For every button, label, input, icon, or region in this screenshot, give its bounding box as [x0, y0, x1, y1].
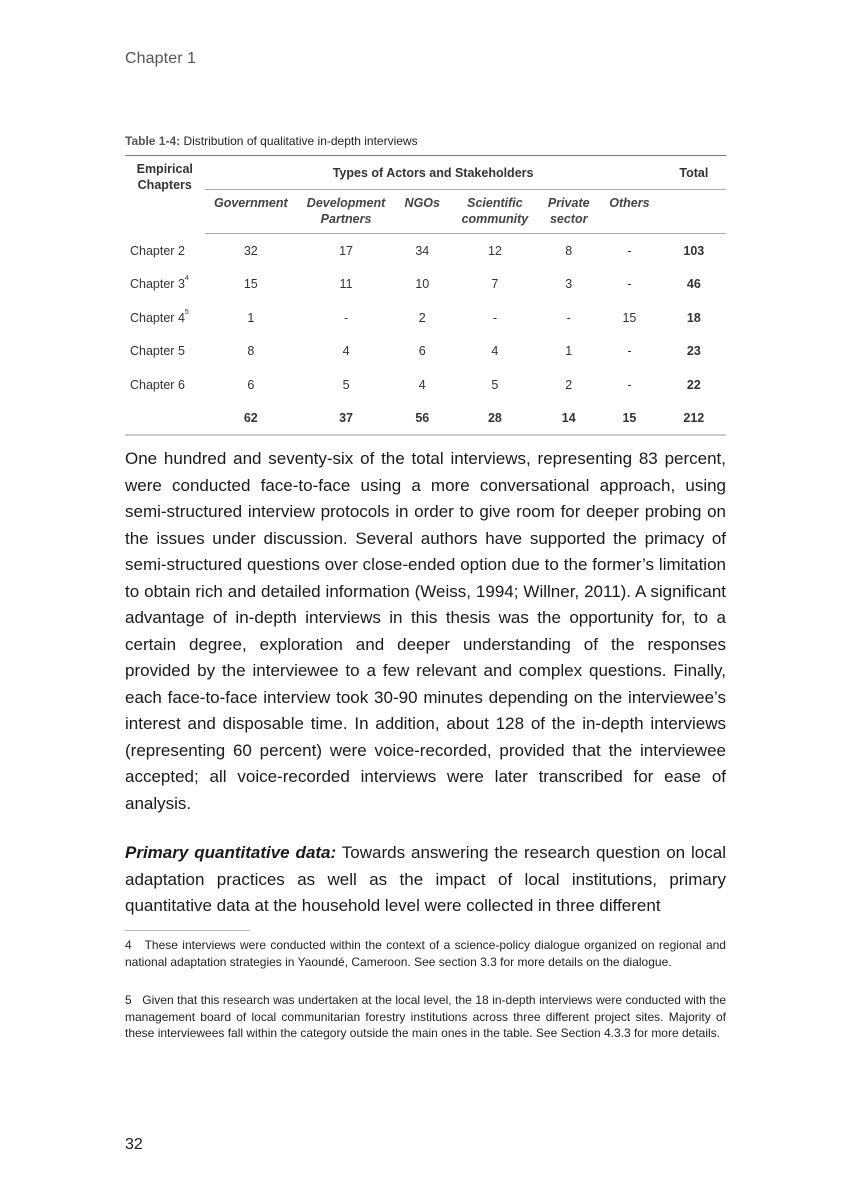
row-label: Chapter 5	[130, 344, 185, 359]
cell: 7	[491, 277, 499, 292]
row-total: 18	[686, 310, 701, 325]
footnote-ref-4[interactable]: 4	[184, 275, 189, 283]
cell: -	[627, 344, 632, 359]
row-label: Chapter $3^4$	[130, 275, 189, 292]
totals-label-blank	[125, 402, 205, 435]
row-total: 103	[683, 243, 705, 258]
row-label: Chapter 6	[130, 377, 185, 392]
footnote-text: These interviews were conducted within the context of a science-policy dialogue organized on regional and national adaptation strategies in Yaoundé, Cameroon. See section 3.3 for more details on the dialogue.	[125, 938, 726, 969]
table-row	[125, 268, 726, 302]
cell: 15	[597, 402, 662, 435]
table-row	[125, 335, 726, 369]
footnote-number: 5	[125, 993, 132, 1007]
cell: -	[627, 277, 632, 292]
footnote-divider	[125, 930, 250, 931]
cell: 1	[247, 310, 255, 325]
row-total: 23	[686, 344, 701, 359]
table-caption-text: Distribution of qualitative in-depth interviews	[180, 134, 418, 148]
paragraph-lead-heading: Primary quantitative data:	[125, 843, 337, 862]
col-private-sector: Private sector	[540, 190, 597, 234]
row-total: 22	[686, 377, 701, 392]
cell: 14	[540, 402, 597, 435]
cell: 15	[243, 277, 258, 292]
footnote-4	[125, 937, 726, 970]
cell: 4	[418, 377, 426, 392]
grand-total: 212	[662, 402, 726, 435]
page-number: 32	[125, 1136, 143, 1153]
cell: 8	[565, 243, 573, 258]
cell: -	[343, 310, 349, 325]
totals-row	[125, 402, 726, 435]
cell: -	[492, 310, 497, 325]
table-row	[125, 368, 726, 402]
cell: 62	[205, 402, 298, 435]
row-label: Chapter $4^5$	[130, 308, 189, 325]
cell: 4	[491, 344, 499, 359]
cell: 37	[297, 402, 395, 435]
cell: 56	[395, 402, 450, 435]
cell: 6	[247, 377, 255, 392]
col-scientific-community: Scientific community	[450, 190, 541, 234]
footnote-number: 4	[125, 938, 132, 952]
col-development-partners: Development Partners	[297, 190, 395, 234]
cell: -	[627, 377, 632, 392]
cell: 10	[415, 277, 430, 292]
row-total: 46	[686, 277, 701, 292]
cell: 34	[415, 243, 430, 258]
footnote-5	[125, 992, 726, 1042]
cell: -	[627, 243, 632, 258]
cell: 3	[565, 277, 573, 292]
cell: 15	[622, 310, 637, 325]
cell: 5	[491, 377, 499, 392]
row-label: Chapter 2	[130, 243, 185, 258]
col-total-blank	[662, 190, 726, 234]
table-row	[125, 301, 726, 335]
footnote-text: Given that this research was undertaken at the local level, the 18 in-depth interviews were conducted with the management board of local communitarian forestry institutions across three different project sites. Majority of these interviewees fall within the category outside the main ones in the table. See Section 4.3.3 for more details.	[125, 993, 726, 1040]
header-actor-types: Types of Actors and Stakeholders	[205, 156, 662, 190]
table-caption	[125, 134, 418, 148]
interviews-table	[125, 155, 726, 436]
header-empirical-chapters: Empirical Chapters	[125, 156, 205, 234]
paragraph-quantitative-data: Primary quantitative data: Towards answering the research question on local adaptation practices as well as the impact of local institutions, primary quantitative data at the household level were collected in three different	[125, 843, 726, 915]
cell: 2	[418, 310, 426, 325]
cell: 28	[450, 402, 541, 435]
cell: 32	[243, 243, 258, 258]
col-government: Government	[205, 190, 298, 234]
running-head: Chapter 1	[125, 50, 197, 67]
cell: -	[566, 310, 571, 325]
cell: 17	[339, 243, 353, 258]
cell: 12	[487, 243, 502, 258]
footnote-ref-5[interactable]: 5	[184, 308, 189, 316]
cell: 8	[247, 344, 255, 359]
table-row	[125, 234, 726, 268]
col-others: Others	[597, 190, 662, 234]
cell: 4	[342, 344, 350, 359]
paragraph-interviews: One hundred and seventy-six of the total interviews, representing 83 percent, were conducted face-to-face using a more conversational approach, using semi-structured interview protocols in order to give room for deeper probing on the issues under discussion. Several authors have supported the primacy of semi-structured questions over close-ended option due to the former’s limitation to obtain rich and detailed information (Weiss, 1994; Willner, 2011). A significant advantage of in-depth interviews in this thesis was the opportunity for, to a certain degree, exploration and deeper understanding of the responses provided by the interviewee to a few relevant and complex questions. Finally, each face-to-face interview took 30-90 minutes depending on the interviewee’s interest and disposable time. In addition, about 128 of the in-depth interviews (representing 60 percent) were voice-recorded, provided that the interviewee accepted; all voice-recorded interviews were later transcribed for ease of analysis.	[125, 449, 726, 813]
cell: 2	[565, 377, 573, 392]
cell: 6	[418, 344, 426, 359]
cell: 11	[339, 277, 353, 292]
table-caption-label: Table 1-4:	[125, 134, 181, 148]
col-ngos: NGOs	[395, 190, 450, 234]
cell: 1	[565, 344, 573, 359]
header-total: Total	[662, 156, 726, 190]
cell: 5	[342, 377, 350, 392]
